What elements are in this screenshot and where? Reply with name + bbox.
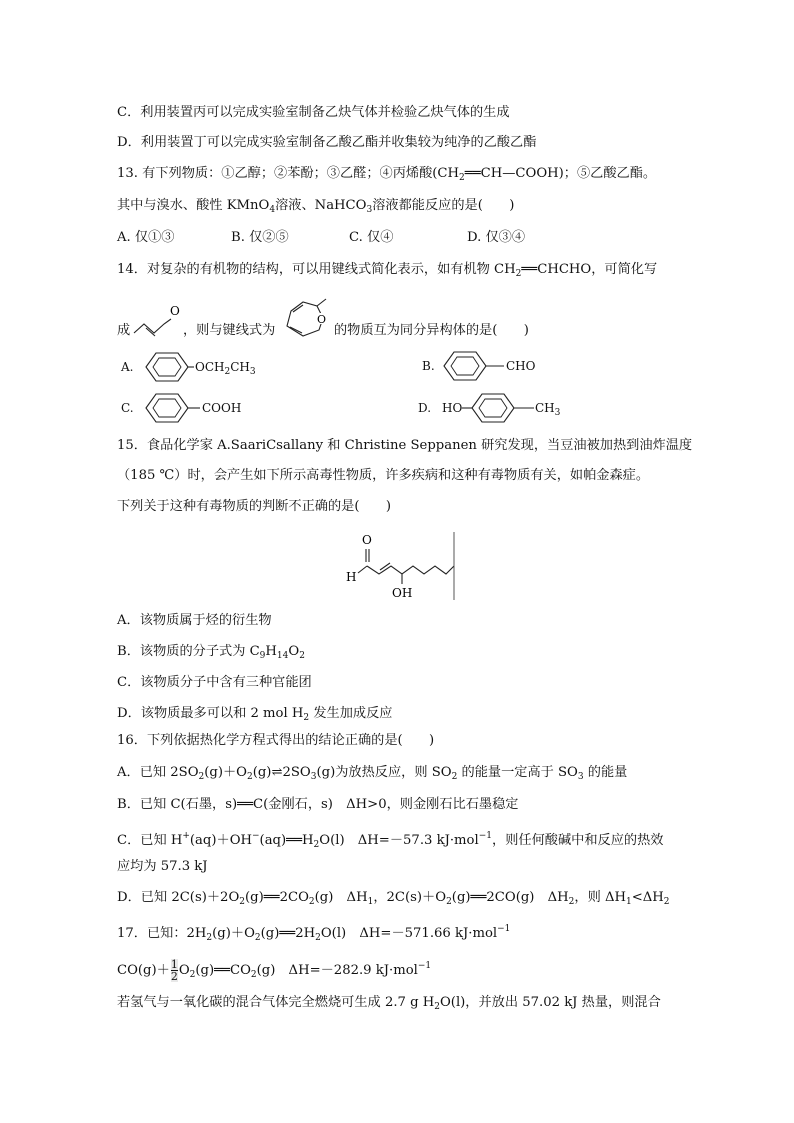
q14-stem-line1: 14．对复杂的有机物的结构，可以用键线式简化表示，如有机物 $CH_2══CHCHO$，可简化写 [117, 262, 658, 279]
q16-option-b: B．已知 C(石墨，s)══C(金刚石，s) ΔH>0，则金刚石比石墨稳定 [117, 797, 519, 812]
q13-option-b: B. 仅②⑤ [231, 230, 289, 245]
q13-stem-line1: 13. 有下列物质：①乙醇；②苯酚；③乙醛；④丙烯酸$(CH_2══CH—COOH)$；⑤乙酸乙酯。 [117, 166, 657, 183]
q16-option-c-line1: C．已知 $H^+(aq)+OH^-(aq)══H_2O(l)$ ΔH=－57.3 kJ·mol$^{-1}$，则任何酸碱中和反应的热效 [117, 831, 664, 850]
hne-hydroxyl-group: OH [392, 586, 413, 600]
q15-stem-line1: 15．食品化学家 A.SaariCsallany 和 Christine Seppanen 研究发现，当豆油被加热到油炸温度 [117, 438, 693, 453]
q14-option-b-substituent: CHO [506, 359, 536, 373]
q14-option-a-label: A. [121, 360, 134, 374]
hne-aldehyde-oxygen: O [362, 533, 372, 547]
q14-stem-line2-c: 的物质互为同分异构体的是( ) [334, 323, 529, 338]
q15-stem-line3: 下列关于这种有毒物质的判断不正确的是( ) [117, 499, 392, 514]
q14-option-c-benzene-ring [142, 391, 202, 425]
q14-option-b-label: B. [422, 359, 435, 373]
q14-option-d-methyl: $CH_3$ [535, 401, 561, 418]
q17-equation-2: CO(g)＋ $\frac{1}{2}$ $O_2(g)══CO_2(g)$ ΔH=－282.9 kJ·mol$^{-1}$ [117, 958, 432, 983]
q12-option-c: C．利用装置丙可以完成实验室制备乙炔气体并检验乙炔气体的生成 [117, 105, 510, 120]
q16-option-a: A．已知 $2SO_2(g)+O_2(g)\rightleftharpoons 2SO_3(g)$为放热反应，则 $SO_2$ 的能量一定高于 $SO_3$ 的能量 [117, 765, 628, 782]
q14-stem-line2-b: ，则与键线式为 [183, 323, 276, 338]
hne-aldehyde-hydrogen: H [346, 570, 357, 584]
q16-option-c-line2: 应均为 57.3 kJ [117, 859, 208, 874]
acrolein-oxygen-label: O [170, 304, 180, 318]
q13-option-c: C. 仅④ [349, 230, 394, 245]
fraction-one-half: $\frac{1}{2}$ [170, 958, 178, 983]
q15-option-b: B．该物质的分子式为 $C_9H_{14}O_2$ [117, 644, 305, 661]
oxepine-skeletal-structure [281, 296, 335, 340]
q13-stem-line2: 其中与溴水、酸性 KMnO$_4$溶液、NaHCO$_3$溶液都能反应的是( ) [117, 198, 515, 215]
q15-option-a: A．该物质属于烃的衍生物 [117, 613, 272, 628]
q14-stem-line2-a: 成 [117, 323, 131, 338]
q17-stem-line3: 若氢气与一氧化碳的混合气体完全燃烧可生成 2.7 g $H_2O(l)$，并放出 57.02 kJ 热量，则混合 [117, 995, 661, 1012]
q14-option-d-benzene-ring [462, 391, 536, 425]
q15-option-d: D．该物质最多可以和 2 mol $H_2$ 发生加成反应 [117, 706, 393, 723]
hne-toxic-molecule-structure [340, 528, 456, 602]
q15-stem-line2: （185 ℃）时，会产生如下所示高毒性物质，许多疾病和这种有毒物质有关，如帕金森症。 [117, 468, 650, 483]
q14-option-a-substituent: $OCH_2CH_3$ [195, 360, 256, 377]
q14-option-d-label: D. [418, 401, 432, 415]
acrolein-skeletal-structure [131, 298, 183, 338]
q13-option-d: D. 仅③④ [467, 230, 526, 245]
q14-option-d-hydroxyl: HO [442, 401, 463, 415]
q16-option-d: D．已知 $2C(s)+2O_2(g)══2CO_2(g)$ $\Delta H_1$，$2C(s)+O_2(g)══2CO(g)$ $\Delta H_2$，则 $\Delta H_1<\Delta H_2$ [117, 890, 670, 907]
q16-stem: 16．下列依据热化学方程式得出的结论正确的是( ) [117, 733, 435, 748]
q12-option-d: D．利用装置丁可以完成实验室制备乙酸乙酯并收集较为纯净的乙酸乙酯 [117, 135, 537, 150]
q14-option-c-substituent: COOH [202, 401, 242, 415]
q15-option-c: C．该物质分子中含有三种官能团 [117, 675, 312, 690]
q13-option-a: A. 仅①③ [117, 230, 175, 245]
q17-equation-1: 17．已知：$2H_2(g)+O_2(g)══2H_2O(l)$ ΔH=－571.66 kJ·mol$^{-1}$ [117, 924, 511, 943]
q14-option-a-benzene-ring [142, 350, 194, 384]
oxepine-oxygen-label: O [317, 313, 327, 326]
q14-option-c-label: C. [121, 401, 134, 415]
q14-option-b-benzene-ring [440, 349, 506, 383]
